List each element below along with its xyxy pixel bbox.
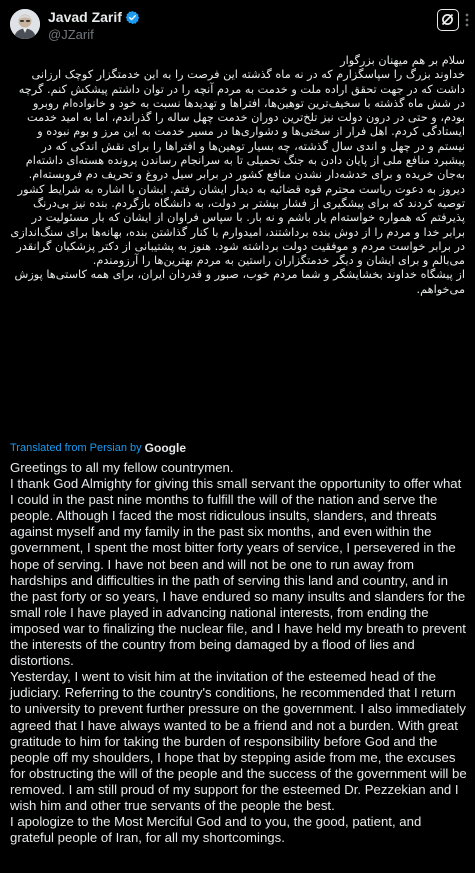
author-handle[interactable]: @JZarif: [48, 27, 94, 42]
author-info: [48, 8, 140, 42]
persian-paragraph: از پیشگاه خداوند بخشایشگر و شما مردم خوب، صبور و قدردان ایران، برای همه کاستی‌ها پوزش می‌خواهم.: [14, 268, 465, 296]
tweet-text-persian: [10, 54, 465, 297]
translation-attribution[interactable]: [10, 441, 186, 455]
profile-photo: [10, 9, 40, 39]
more-icon[interactable]: [461, 11, 473, 29]
english-paragraph: I thank God Almighty for giving this small servant the opportunity to offer what I could in the past nine months to fulfill the will of the nation and serve the people. Although I faced the most ridiculous insults, slanders, and threats against myself and my family in the past six months, and even within the government, I spent the most bitter forty years of service, I persevered in the hope of serving. I have not been and will not be one to run away from hardships and difficulties in the path of serving this land and country, and in the past forty or so years, I have endured so many insults and slanders for the small role I have played in advancing national interests, from ending the imposed war to finalizing the nuclear file, and I have held my breath to prevent the interests of the country from being damaged by a flood of lies and distortions.: [10, 476, 466, 669]
persian-paragraph: دیروز به دعوت ریاست محترم قوه قضائیه به دیدار ایشان رفتم. ایشان با اشاره به شرایط کشور توصیه کردند که برای پیشگیری از فشار بیشتر بر دولت، به دانشگاه بازگردم. بنده نیز بی‌درنگ پذیرفتم که همواره خواسته‌ام یار باشم و نه بار. با سپاس فراوان از ایشان که بار مسئولیت در برابر خدا و مردم را از دوش بنده برداشتند، امیدوارم با کنار گذاشتن بنده، بهانه‌ها برای سنگ‌اندازی در برابر خواست مردم و موفقیت دولت برداشته شود. هنوز به پشتیبانی از دکتر پزشکیان گرانقدر می‌بالم و برای ایشان و دیگر خدمتگزاران راستین به مردم بهترین‌ها را آرزومندم.: [10, 182, 465, 268]
avatar[interactable]: [10, 9, 40, 39]
tweet-header: [0, 0, 475, 52]
english-paragraph: Greetings to all my fellow countrymen.: [10, 460, 234, 475]
english-paragraph: Yesterday, I went to visit him at the invitation of the esteemed head of the judiciary. Referring to the country's conditions, he recommended that I return to university to prevent further pressure on the government. I also immediately agreed that I have always wanted to be a friend and not a burden. With great gratitude to him for taking the burden of responsibility before God and the people off my shoulders, I hope that by stepping aside from me, the excuses for obstructing the will of the people and the success of the government will be removed. I am still proud of my support for the esteemed Dr. Pezzekian and I wish him and other true servants of the people the best.: [10, 669, 467, 813]
google-logo: Google: [144, 441, 186, 455]
translation-label[interactable]: Translated from Persian by: [10, 442, 142, 454]
persian-paragraph: سلام بر هم میهنان بزرگوار: [340, 54, 465, 67]
tweet-text-english: [10, 460, 468, 846]
persian-paragraph: خداوند بزرگ را سپاسگزارم که در نه ماه گذشته این فرصت را به این خدمتگزار کوچک ارزانی داشت که در جهت تحقق اراده ملت و خدمت به مردم آنچه را در توان داشتم پیشکش کنم. گرچه در شش ماه گذشته با سخیف‌ترین توهین‌ها، افتراها و تهدیدها نسبت به خود و خانواده‌ام روبرو بودم، و حتی در درون دولت نیز تلخ‌ترین دوران خدمت چهل ساله را گذراندم، اما به امید خدمت ایستادگی کردم. اهل فرار از سختی‌ها و دشواری‌ها در مسیر خدمت به این مرز و بوم نبوده و نیستم و در چهل و اندی سال گذشته، چه بسیار توهین‌ها و افتراها را برای نقش اندکی که در پیشبرد منافع ملی از پایان دادن به جنگ تحمیلی تا به سرانجام رساندن پرونده هسته‌ای داشته‌ام به‌جان خریده و برای خدشه‌دار نشدن منافع کشور در برابر سیل دروغ و تحریف دم فروبسته‌ام.: [18, 68, 465, 182]
author-name[interactable]: Javad Zarif: [48, 9, 122, 25]
grok-icon[interactable]: [437, 9, 459, 31]
english-paragraph: I apologize to the Most Merciful God and to you, the good, patient, and grateful people of Iran, for all my shortcomings.: [10, 814, 422, 846]
verified-badge-icon: [125, 10, 140, 25]
